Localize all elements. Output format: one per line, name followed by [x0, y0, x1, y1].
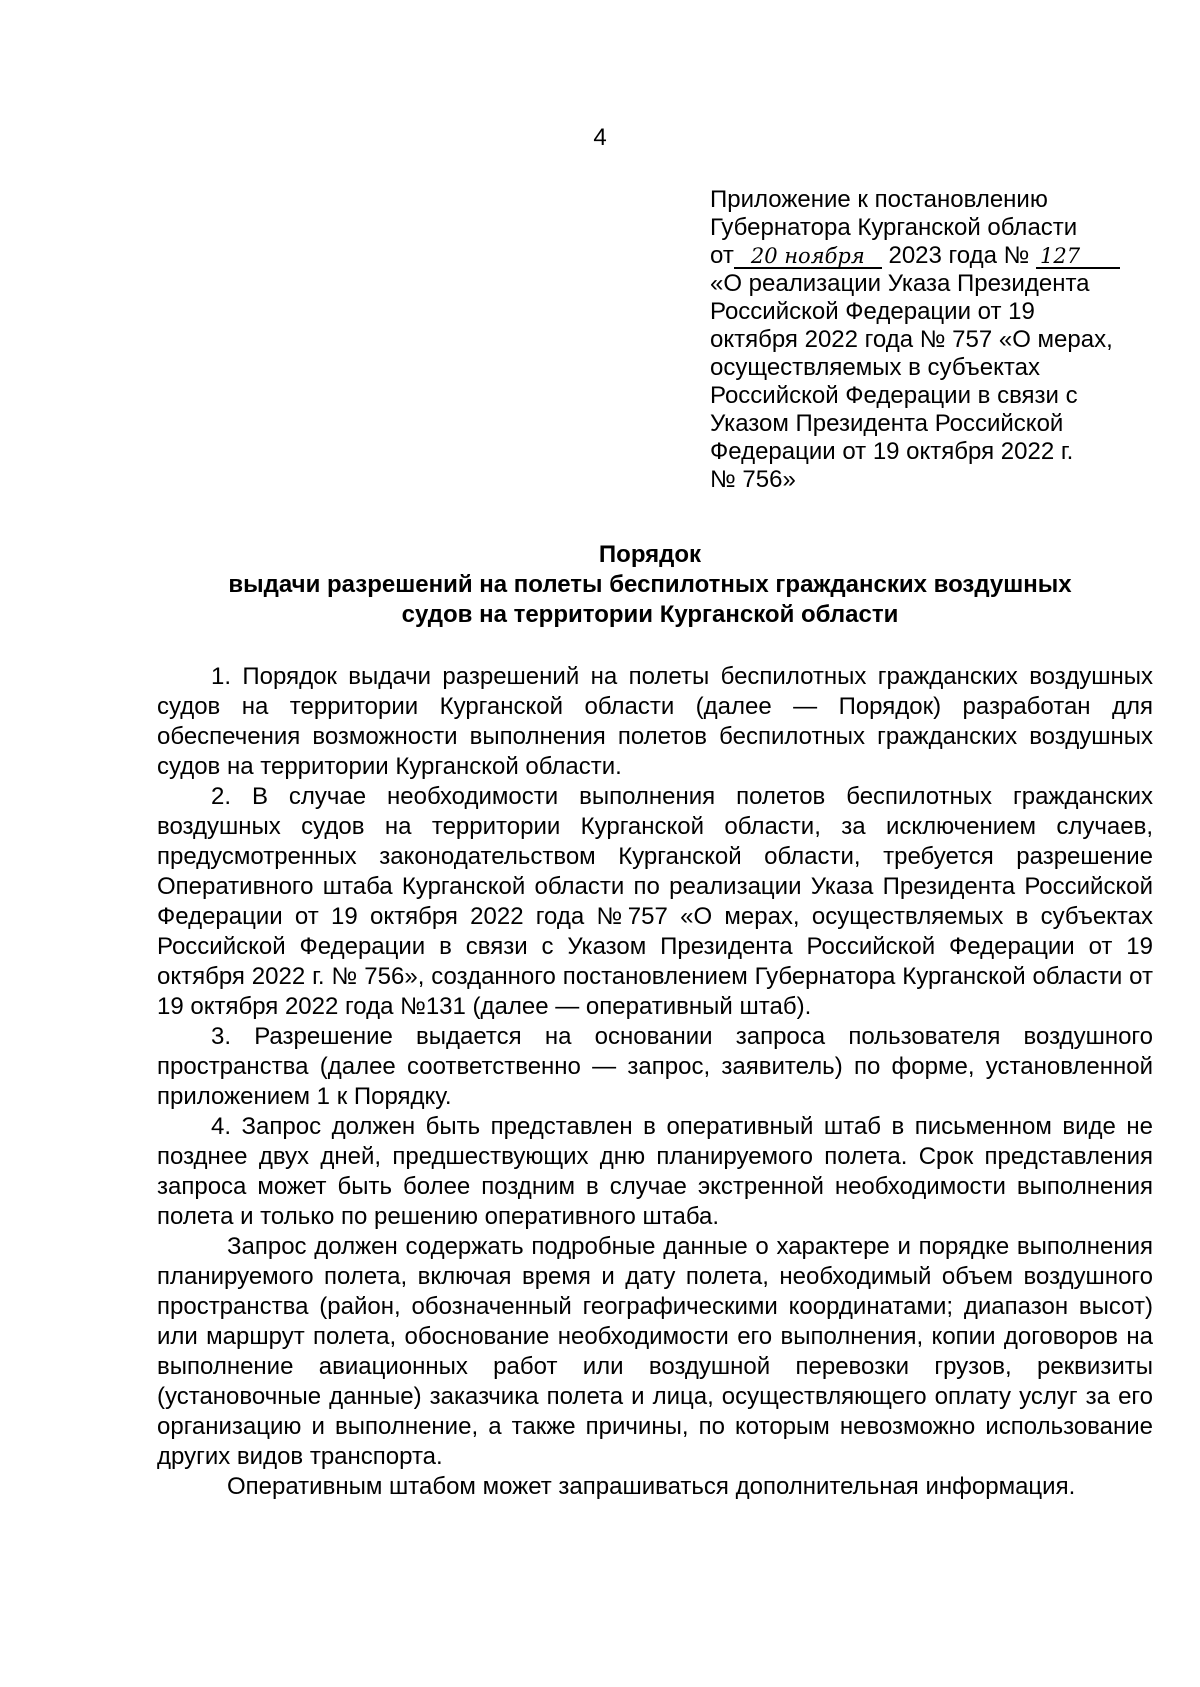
- paragraph: Запрос должен содержать подробные данные о характере и порядке выполнения планируемого полета, включая время и дату полета, необходимый объем воздушного пространства (район, обозначенный географическими координатами; диапазон высот) или маршрут полета, обоснование необходимости его выполнения, копии договоров на выполнение авиационных работ или воздушной перевозки грузов, реквизиты (установочные данные) заказчика полета и лица, осуществляющего оплату услуг за его организацию и выполнение, а также причины, по которым невозможно использование других видов транспорта.: [157, 1233, 1153, 1470]
- appendix-ref-line: Федерации от 19 октября 2022 г.: [710, 438, 1074, 465]
- page-number: 4: [593, 124, 607, 151]
- appendix-ref-line: октября 2022 года № 757 «О мерах,: [710, 326, 1113, 353]
- appendix-ref-line: Указом Президента Российской: [710, 410, 1064, 437]
- appendix-header: [710, 186, 1160, 494]
- appendix-line: Губернатора Курганской области: [710, 214, 1078, 241]
- handwritten-number: 127: [1036, 245, 1120, 269]
- document-title: [150, 540, 1150, 630]
- date-prefix: от: [710, 242, 734, 269]
- title-line: Порядок: [598, 541, 702, 568]
- paragraph: Оперативным штабом может запрашиваться дополнительная информация.: [227, 1473, 1076, 1500]
- date-year: 2023 года №: [888, 242, 1030, 269]
- appendix-ref-line: № 756»: [710, 466, 796, 493]
- appendix-line: Приложение к постановлению: [710, 186, 1048, 213]
- paragraph: 2. В случае необходимости выполнения полетов беспилотных гражданских воздушных судов на территории Курганской области, за исключением случаев, предусмотренных законодательством Курганской области, требуется разрешение Оперативного штаба Курганской области по реализации Указа Президента Российской Федерации от 19 октября 2022 года №757 «О мерах, осуществляемых в субъектах Российской Федерации в связи с Указом Президента Российской Федерации от 19 октября 2022 г. № 756», созданного постановлением Губернатора Курганской области от 19 октября 2022 года №131 (далее — оперативный штаб).: [157, 783, 1153, 1020]
- paragraph: 1. Порядок выдачи разрешений на полеты беспилотных гражданских воздушных судов на территории Курганской области (далее — Порядок) разработан для обеспечения возможности выполнения полетов беспилотных гражданских воздушных судов на территории Курганской области.: [157, 663, 1153, 780]
- appendix-ref-line: осуществляемых в субъектах: [710, 354, 1040, 381]
- appendix-ref-line: Российской Федерации в связи с: [710, 382, 1078, 409]
- paragraph: 4. Запрос должен быть представлен в оперативный штаб в письменном виде не позднее двух дней, предшествующих дню планируемого полета. Срок представления запроса может быть более поздним в случае экстренной необходимости выполнения полета и только по решению оперативного штаба.: [157, 1113, 1153, 1230]
- title-line: выдачи разрешений на полеты беспилотных гражданских воздушных: [228, 571, 1072, 598]
- title-line: судов на территории Курганской области: [401, 601, 899, 628]
- paragraph: 3. Разрешение выдается на основании запроса пользователя воздушного пространства (далее соответственно — запрос, заявитель) по форме, установленной приложением 1 к Порядку.: [157, 1023, 1153, 1110]
- appendix-ref-line: Российской Федерации от 19: [710, 298, 1035, 325]
- document-body: [157, 662, 1153, 1502]
- appendix-date-line: [710, 242, 1160, 270]
- appendix-ref-line: «О реализации Указа Президента: [710, 270, 1090, 297]
- handwritten-date: 20 ноября: [734, 245, 882, 269]
